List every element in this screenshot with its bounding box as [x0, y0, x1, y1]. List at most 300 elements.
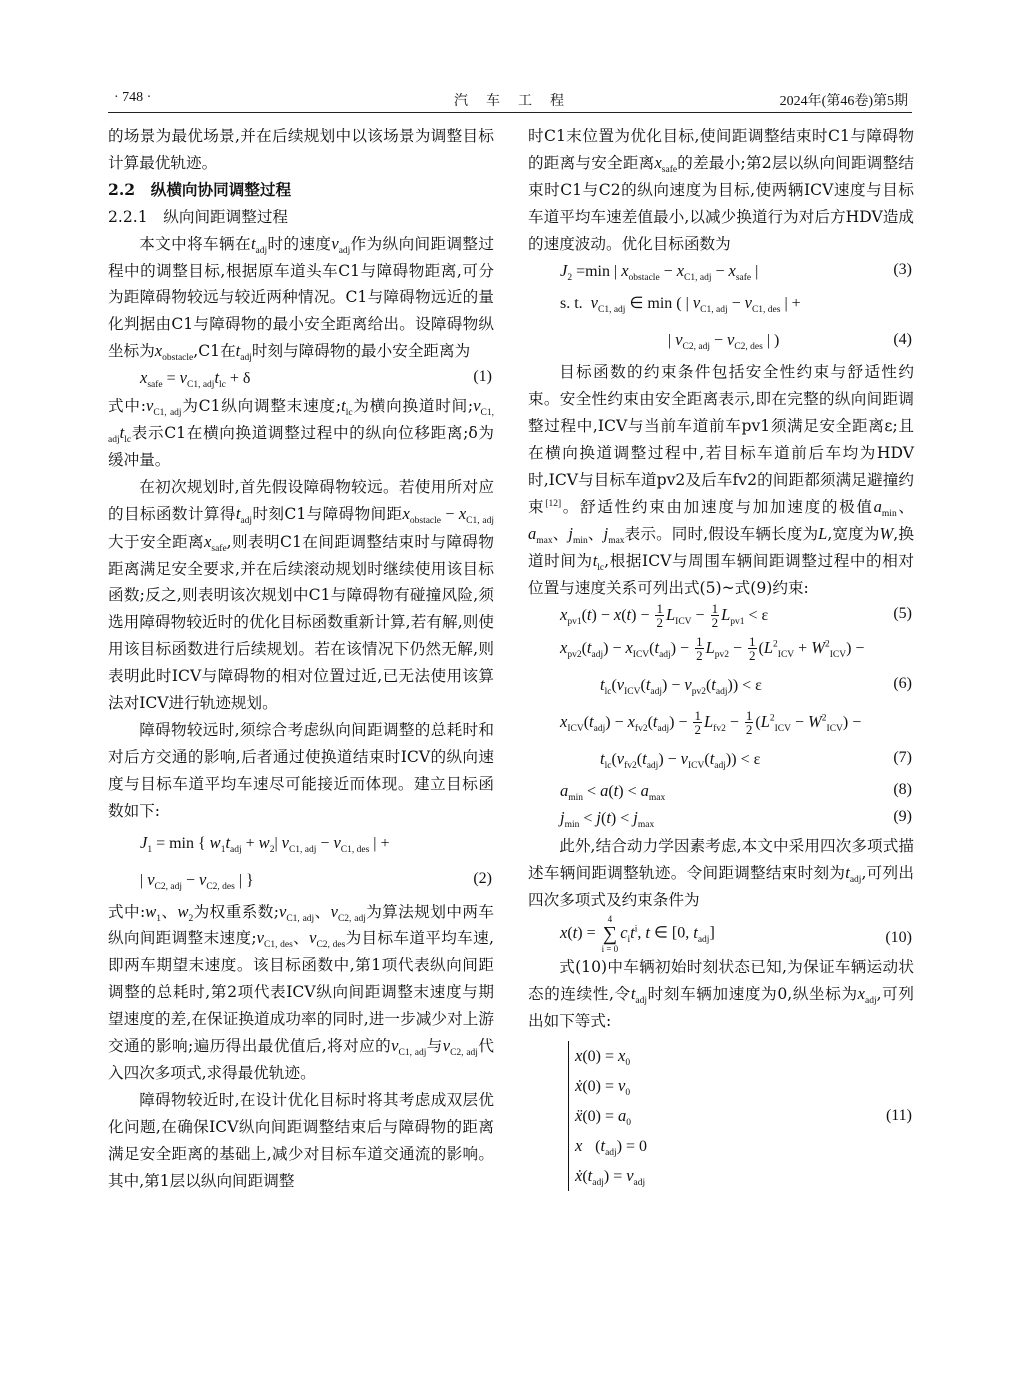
variable-symbol: v	[330, 901, 338, 921]
text-run: 为算法规划中两车纵向间距调整末速度;	[108, 902, 494, 948]
paragraph	[108, 123, 494, 177]
numerator: 1	[749, 634, 756, 650]
equation-line	[560, 778, 914, 806]
variable-symbol: v	[618, 1075, 626, 1095]
fraction	[655, 602, 664, 629]
text-run: 目标函数的约束条件包括安全性约束与舒适性约束。安全性约束由安全距离表示,即在完整的纵向间距调整过程中,ICV与当前车道前车pv1须满足安全距离ε;且在横向换道调整过程中,若目标车道前后车均为HDV时,ICV与目标车道pv2及后车fv2的间距都须满足避撞约束	[528, 363, 914, 516]
math-variable	[857, 983, 877, 1007]
paragraph	[108, 393, 494, 474]
subscript: adj	[240, 515, 253, 526]
text-run: 时C1末位置为优化目标,使间距调整结束时C1与障碍物的距离与安全距离	[528, 127, 914, 172]
subscript: adj	[592, 1177, 604, 1188]
text-run: 。舒适性约束由加速度与加加速度的极值	[561, 497, 874, 516]
equation-number: (8)	[893, 780, 912, 798]
math-variable	[760, 711, 792, 734]
math-operator: (	[758, 639, 764, 657]
numerator: 1	[656, 601, 663, 617]
text-run: ,则表明C1在间距调整结束时与障碍物距离满足安全要求,并在后续滚动规划时继续使用该目标函数;反之,则表明该次规划中C1与障碍物有碰撞风险,须选用障碍物较近时的优化目标函数重新计算,若有解,则使用该目标函数进行后续规划。若在该情况下仍然无解,则表明此时ICV与障碍物的相对位置过近,已无法使用该算法对ICV进行轨迹规划。	[108, 532, 494, 713]
variable-symbol: v	[692, 293, 701, 313]
math-variable	[560, 637, 582, 660]
variable-symbol: v	[744, 293, 752, 313]
math-variable	[676, 260, 712, 283]
subscript: pv1	[730, 616, 745, 627]
text-run: 的场景为最优场景,并在后续规划中以该场景为调整目标计算最优轨迹。	[108, 127, 494, 172]
paragraph	[528, 123, 914, 258]
subscript: adj	[697, 934, 710, 945]
variable-symbol: v	[281, 832, 289, 852]
math-operator: <	[583, 782, 601, 800]
subscript: adj	[864, 996, 877, 1007]
text-run: 本文中将车辆在	[139, 234, 251, 253]
math-variable	[680, 748, 705, 771]
math-variable	[630, 983, 648, 1007]
math-variable	[256, 928, 293, 951]
math-variable	[616, 674, 641, 697]
equation	[528, 258, 914, 286]
subscript: obstacle	[409, 515, 442, 526]
text-run: 、	[587, 524, 604, 543]
text-run: ,宽度为	[827, 524, 880, 543]
text-run: 式(10)中车辆初始时刻状态已知,为保证车辆运动状态的连续性,令	[528, 958, 914, 1003]
subscript: adj	[659, 649, 671, 660]
math-variable	[560, 808, 580, 831]
subscript: C1, adj	[108, 408, 494, 446]
text-run: 作为纵向间距调整过程中的调整目标,根据原车道头车C1与障碍物距离,可分为距障碍物较远与较近两种情况。C1与障碍物远近的量化判据由C1与障碍物的最小安全距离给出。设障碍物纵坐标为	[108, 234, 494, 361]
variable-symbol: x	[560, 922, 568, 942]
subscript: min	[881, 509, 897, 520]
math-variable	[621, 260, 660, 283]
equation	[528, 630, 914, 704]
subscript: adj	[230, 844, 242, 855]
variable-symbol: t	[235, 503, 241, 523]
math-variable	[626, 1165, 646, 1188]
math-variable	[727, 330, 763, 353]
variable-symbol: x	[857, 983, 865, 1003]
text-run: 、	[292, 929, 310, 948]
subscript: ICV	[777, 649, 795, 660]
subscript: safe	[735, 272, 752, 283]
math-variable	[618, 1075, 631, 1098]
variable-symbol: v	[675, 330, 683, 350]
variable-symbol: x	[140, 368, 148, 388]
math-operator: s. t.	[560, 295, 591, 313]
variable-symbol: W	[879, 523, 894, 543]
equation	[528, 914, 914, 954]
sum-sign: ∑	[602, 923, 618, 946]
subscript: max	[637, 820, 655, 831]
math-operator: (0) =	[582, 1047, 619, 1065]
subscript: safe	[661, 165, 678, 176]
math-variable	[618, 1045, 631, 1068]
math-operator: (	[595, 1137, 601, 1155]
variable-symbol: t	[572, 922, 578, 942]
math-variable	[728, 260, 752, 283]
subscript: ICV	[632, 649, 650, 660]
math-variable	[147, 869, 182, 892]
math-variable	[209, 832, 226, 855]
text-run: 在初次规划时,首先假设障碍物较远。若使用所对应的目标函数计算得	[108, 477, 494, 523]
text-run: 为C1纵向调整末速度;	[181, 397, 342, 416]
subscript: C1, adj	[598, 305, 626, 316]
math-operator	[560, 751, 600, 768]
paragraph	[528, 833, 914, 914]
math-operator: −	[441, 505, 459, 523]
equation-line	[560, 630, 914, 667]
journal-title: 汽 车 工 程	[454, 94, 566, 109]
subsection-heading	[108, 204, 494, 231]
math-variable	[652, 711, 670, 734]
variable-symbol: t	[587, 1165, 593, 1185]
text-run: 式中:	[108, 902, 146, 921]
math-operator: <	[579, 810, 597, 828]
math-operator: (	[649, 639, 655, 657]
variable-symbol: t	[709, 748, 715, 768]
denominator: 2	[745, 722, 753, 738]
math-variable	[873, 496, 897, 520]
variable-symbol: L	[760, 711, 770, 731]
variable-symbol: t	[613, 780, 619, 800]
math-operator: (	[705, 676, 712, 694]
subscript: C2, adj	[337, 913, 366, 924]
subscript: C1, adj	[398, 1048, 427, 1059]
subscript: C2, des	[206, 881, 235, 892]
variable-symbol: v	[147, 869, 155, 889]
variable-symbol: t	[592, 550, 598, 570]
math-variable	[235, 503, 253, 526]
subscript: ICV	[675, 616, 692, 627]
math-operator: (	[611, 676, 617, 694]
case-line	[575, 1071, 647, 1101]
variable-symbol: j	[560, 808, 565, 828]
section-heading	[108, 177, 494, 204]
variable-symbol: t	[600, 1135, 606, 1155]
text-run: 表示C1在横向换道调整过程中的纵向位移距离;δ为缓冲量。	[108, 423, 494, 469]
math-variable	[711, 674, 728, 697]
subscript: ICV	[774, 723, 792, 734]
variable-symbol: t	[630, 922, 635, 942]
math-operator: (	[611, 750, 617, 768]
math-variable	[763, 637, 795, 660]
subscript: adj	[714, 760, 726, 771]
variable-symbol: t	[654, 637, 660, 657]
numerator: 1	[745, 708, 753, 724]
variable-symbol: v	[473, 396, 481, 416]
variable-symbol: t	[845, 863, 850, 883]
math-operator: |	[751, 262, 759, 280]
math-operator: ) −	[662, 676, 685, 694]
subscript: C1, des	[263, 940, 293, 951]
equation-line	[560, 602, 914, 630]
subscript: adj	[593, 723, 606, 734]
math-variable	[235, 341, 252, 364]
equation-number: (9)	[893, 808, 912, 826]
superscript: 2	[773, 639, 778, 650]
math-operator: ) =	[603, 1167, 627, 1185]
subscript: lc	[604, 760, 612, 771]
subscript: adj	[255, 245, 268, 256]
text-run: 时刻车辆加速度为0,纵坐标为	[647, 984, 858, 1003]
variable-symbol: a	[560, 780, 569, 800]
math-operator: ) −	[591, 606, 614, 624]
variable-symbol: t	[235, 341, 241, 361]
case-line	[575, 1101, 647, 1131]
variable-symbol: x	[728, 260, 736, 280]
math-operator: + δ	[225, 370, 251, 388]
math-operator: ) = 0	[616, 1137, 648, 1155]
subscript: pv2	[714, 649, 729, 660]
equation-line	[560, 258, 914, 286]
math-variable	[620, 922, 631, 945]
variable-symbol: t	[586, 637, 592, 657]
variable-symbol: x	[402, 503, 410, 523]
text-run: 式中:	[108, 397, 146, 416]
subscript: min	[568, 792, 584, 803]
math-operator: (	[601, 810, 607, 828]
variable-symbol: t	[600, 748, 605, 768]
variable-symbol: v	[331, 233, 339, 253]
subscript: 1	[147, 844, 153, 855]
math-operator: ) −	[631, 606, 654, 624]
equation-line	[560, 322, 914, 359]
math-operator: ) =	[577, 924, 600, 942]
math-operator: (	[704, 750, 710, 768]
variable-symbol: t	[645, 922, 650, 942]
subscript: C2, adj	[682, 342, 710, 353]
summation	[602, 914, 619, 954]
denominator: 2	[656, 615, 663, 631]
math-variable	[618, 1105, 632, 1128]
equation-number: (2)	[473, 869, 492, 887]
superscript: 2	[821, 713, 827, 724]
math-operator: −	[659, 262, 677, 280]
case-line	[575, 1161, 647, 1191]
subscript: ICV	[624, 686, 641, 697]
math-variable	[684, 674, 706, 697]
subscript: ICV	[567, 723, 584, 734]
variable-symbol: x	[625, 637, 633, 657]
right-column	[528, 123, 914, 1191]
math-variable	[309, 928, 346, 951]
variable-symbol: w	[258, 832, 270, 852]
math-variable	[811, 637, 847, 660]
math-variable	[442, 1036, 478, 1059]
subscript: 1	[220, 844, 226, 855]
variable-symbol: t	[642, 748, 647, 768]
text-run: 障碍物较近时,在设计优化目标时将其考虑成双层优化问题,在确保ICV纵向间距调整结束后与障碍物的距离满足安全距离的基础上,减少对目标车道交通流的影响。其中,第1层以纵向间距调整	[108, 1090, 494, 1190]
math-operator: < ε	[744, 606, 769, 624]
variable-symbol: J	[140, 832, 148, 852]
variable-symbol: v	[590, 293, 598, 313]
math-operator: | }	[234, 871, 254, 889]
variable-symbol: L	[818, 523, 828, 543]
subscript: C1, adj	[466, 515, 494, 526]
equation-number: (3)	[893, 260, 912, 278]
subscript: max	[536, 535, 553, 546]
math-variable	[333, 832, 370, 855]
math-variable	[341, 396, 353, 419]
subscript: C1, adj	[186, 380, 215, 391]
subscript: C1, adj	[684, 272, 712, 283]
math-operator: =	[162, 370, 180, 388]
text-run: 为横向换道时间;	[352, 397, 474, 416]
math-variable	[692, 293, 728, 316]
subscript: ICV	[826, 723, 843, 734]
math-operator: ) <	[618, 782, 641, 800]
text-run: 2.2.1 纵向间距调整过程	[108, 207, 289, 226]
subscript: 2	[567, 272, 573, 283]
subscript: safe	[211, 543, 227, 554]
fraction	[745, 709, 754, 736]
subscript: adj	[591, 649, 604, 660]
math-variable	[179, 368, 215, 391]
subscript: adj	[338, 245, 351, 256]
math-operator: | +	[369, 834, 390, 852]
subscript: fv2	[713, 723, 726, 734]
math-variable	[568, 523, 588, 546]
variable-symbol: L	[705, 637, 715, 657]
equation-line	[560, 704, 914, 741]
subscript: fv2	[634, 723, 648, 734]
paragraph	[108, 231, 494, 366]
equation	[528, 602, 914, 630]
equation-line	[560, 914, 914, 954]
variable-symbol: t	[214, 368, 220, 388]
math-operator: (	[621, 606, 627, 624]
subscript: obstacle	[162, 353, 194, 364]
math-variable	[560, 780, 584, 803]
variable-symbol: x	[560, 604, 568, 624]
math-operator: (	[581, 606, 587, 624]
variable-symbol: v	[146, 396, 154, 416]
math-variable	[250, 233, 268, 256]
math-variable	[146, 396, 182, 419]
variable-symbol: v	[684, 674, 692, 694]
case-line	[575, 1041, 647, 1071]
variable-symbol: t	[626, 604, 632, 624]
math-operator: +	[794, 639, 812, 657]
subscript: lc	[597, 562, 605, 573]
variable-symbol: t	[225, 832, 231, 852]
math-operator: (	[608, 782, 614, 800]
math-operator: −	[709, 332, 728, 350]
math-operator: (0) =	[582, 1077, 619, 1095]
variable-symbol: ẋ	[575, 1075, 583, 1095]
case-line	[575, 1131, 647, 1161]
math-operator: ]	[709, 924, 715, 942]
subscript: pv2	[691, 686, 706, 697]
math-operator: |	[140, 871, 148, 889]
fraction	[695, 635, 704, 662]
math-variable	[281, 832, 317, 855]
text-run: 2.2 纵横向协同调整过程	[108, 179, 292, 199]
math-variable	[693, 922, 710, 945]
equation-line	[560, 741, 914, 778]
equation-line	[140, 365, 494, 393]
math-operator: ,	[637, 924, 646, 942]
math-variable	[589, 711, 606, 734]
subscript: C1, adj	[288, 844, 317, 855]
subscript: min	[573, 535, 588, 546]
math-variable	[654, 152, 678, 176]
variable-symbol: a	[600, 780, 609, 800]
subscript: C1, adj	[286, 913, 315, 924]
subscript: C2, adj	[154, 881, 182, 892]
subscript: C2, des	[316, 940, 346, 951]
variable-symbol: L	[721, 604, 731, 624]
math-operator: −	[791, 713, 809, 731]
variable-symbol: t	[606, 808, 611, 828]
equation-number: (7)	[893, 748, 912, 766]
subscript: ICV	[688, 760, 705, 771]
variable-symbol: a	[640, 780, 649, 800]
subscript: adj	[657, 723, 670, 734]
variable-symbol: x	[204, 531, 212, 551]
equation-line	[560, 667, 914, 704]
variable-symbol: x	[654, 152, 662, 172]
math-operator: −	[181, 871, 200, 889]
math-variable	[592, 550, 605, 573]
math-operator: ) −	[658, 750, 681, 768]
math-variable	[214, 368, 226, 391]
variable-symbol: t	[693, 922, 698, 942]
text-run: 代入四次多项式,求得最优轨迹。	[108, 1037, 494, 1082]
variable-symbol: w	[209, 832, 221, 852]
variable-symbol: t	[630, 983, 636, 1003]
math-operator: ∈ [0,	[649, 924, 694, 942]
variable-symbol: x	[560, 637, 568, 657]
math-variable	[154, 341, 194, 364]
subscript: max	[648, 792, 666, 803]
math-operator: (	[583, 713, 590, 731]
fraction	[693, 709, 702, 736]
variable-symbol: w	[177, 901, 189, 921]
equation-number: (6)	[893, 674, 912, 692]
variable-symbol: L	[665, 604, 676, 624]
math-variable	[818, 525, 827, 543]
variable-symbol: v	[179, 368, 187, 388]
variable-symbol: x	[613, 604, 622, 624]
variable-symbol: v	[391, 1036, 399, 1056]
equation	[528, 704, 914, 778]
math-operator: ∈ min ( |	[625, 295, 693, 313]
subscript: adj	[240, 353, 252, 364]
running-header	[108, 90, 912, 113]
subscript: lc	[124, 435, 132, 446]
math-variable	[625, 637, 650, 660]
equation-number: (10)	[885, 929, 912, 947]
variable-symbol: t	[586, 604, 592, 624]
math-operator: (	[582, 1167, 588, 1185]
subscript: lc	[345, 408, 353, 419]
variable-symbol: v	[333, 832, 341, 852]
variable-symbol: x	[458, 503, 467, 523]
math-variable	[586, 637, 604, 660]
equation	[528, 805, 914, 833]
math-variable	[587, 1165, 604, 1188]
math-operator: (	[581, 639, 587, 657]
variable-symbol: x	[621, 260, 629, 280]
math-variable	[600, 748, 612, 771]
subscript: pv1	[567, 616, 582, 627]
subscript: adj	[715, 686, 728, 697]
math-operator: −	[729, 639, 747, 657]
math-variable	[140, 368, 163, 391]
math-operator: | +	[780, 295, 801, 313]
variable-symbol: j	[568, 523, 574, 543]
math-variable	[560, 711, 584, 734]
variable-symbol: t	[645, 674, 651, 694]
text-run: 大于安全距离	[108, 532, 205, 551]
